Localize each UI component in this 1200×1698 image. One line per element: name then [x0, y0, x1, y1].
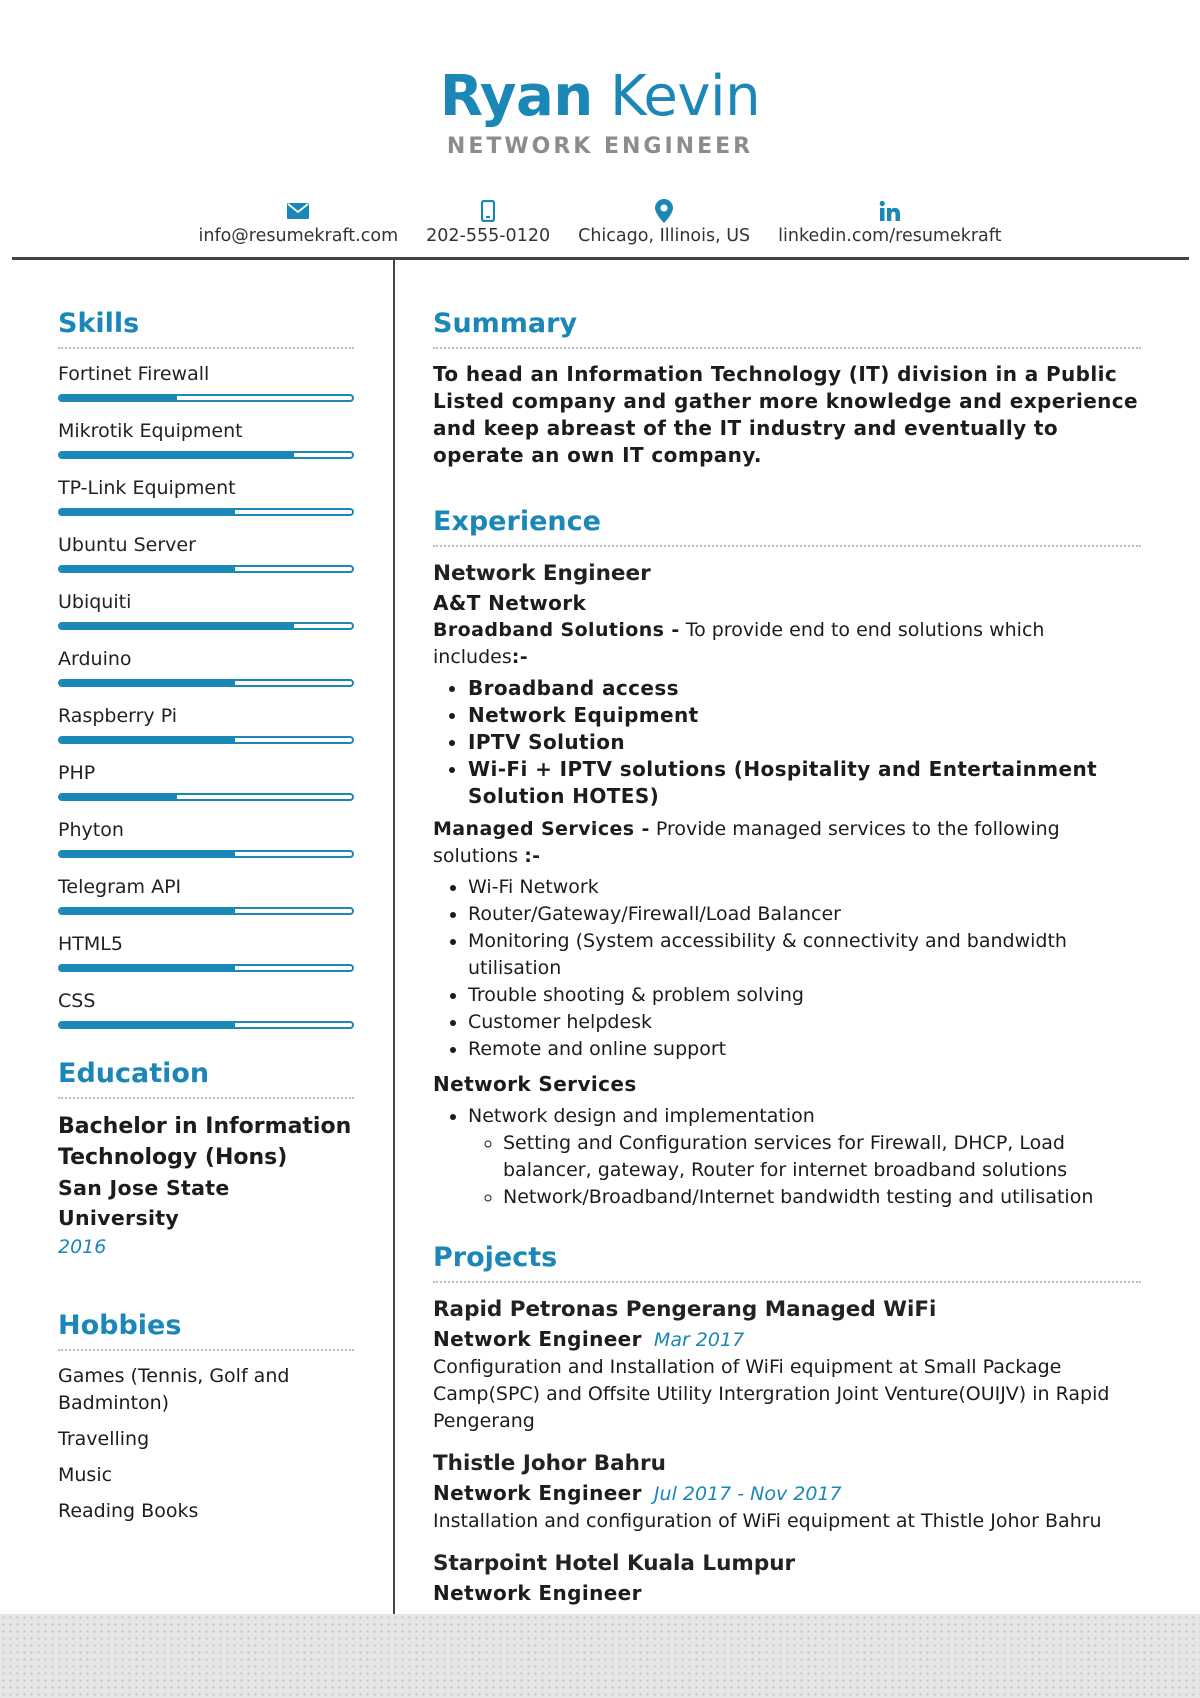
contact-location[interactable] — [578, 198, 750, 246]
contact-email-text: info@resumekraft.com — [198, 226, 399, 246]
contact-phone[interactable] — [426, 198, 550, 246]
skill-name: Phyton — [58, 819, 124, 841]
skill-item — [58, 646, 354, 687]
network-services-label: Network Services — [433, 1072, 637, 1096]
managed-label: Managed Services - — [433, 818, 650, 840]
skill-name: PHP — [58, 762, 96, 784]
section-divider — [58, 1097, 354, 1099]
network-item-text: Network design and implementation — [468, 1105, 815, 1127]
location-pin-icon — [655, 198, 673, 224]
header-divider — [12, 257, 1189, 260]
section-divider — [58, 347, 354, 349]
skill-name: Telegram API — [58, 876, 182, 898]
list-item: • Wi-Fi + IPTV solutions (Hospitality and Entertainment Solution HOTES) — [468, 756, 1141, 810]
skill-level-bar — [58, 964, 354, 972]
contact-bar — [0, 198, 1200, 246]
list-item: • Wi-Fi Network — [468, 874, 1141, 901]
summary-text: To head an Information Technology (IT) division in a Public Listed company and gather more knowledge and experience and keep abreast of the IT industry and eventually to operate an own IT company. — [433, 362, 1139, 467]
skill-level-bar — [58, 679, 354, 687]
candidate-name — [0, 62, 1200, 132]
project-description: Installation and configuration of WiFi equipment at Thistle Johor Bahru — [433, 1510, 1102, 1532]
project-role-text: Network Engineer — [433, 1481, 642, 1505]
hobbies-heading: Hobbies — [58, 1310, 182, 1341]
skill-level-fill — [60, 1023, 235, 1027]
skill-level-bar — [58, 850, 354, 858]
hobby-item: Travelling — [58, 1428, 150, 1450]
network-sublist — [468, 1130, 1141, 1211]
skill-level-fill — [60, 738, 235, 742]
project-date: Jul 2017 - Nov 2017 — [653, 1483, 842, 1505]
projects-heading: Projects — [433, 1242, 558, 1273]
skill-level-fill — [60, 795, 177, 799]
skill-level-bar — [58, 736, 354, 744]
project-description: Configuration and Installation of WiFi equipment at Small Package Camp(SPC) and Offsite Utility Intergration Joint Venture(OUIJV) in Rapid Pengerang — [433, 1356, 1110, 1432]
experience-heading: Experience — [433, 506, 601, 537]
network-services-list — [433, 1103, 1141, 1211]
skill-level-fill — [60, 510, 235, 514]
skill-item — [58, 874, 354, 915]
skill-name: Raspberry Pi — [58, 705, 178, 727]
education-year: 2016 — [58, 1236, 107, 1258]
skill-name: Arduino — [58, 648, 132, 670]
list-item: • Trouble shooting & problem solving — [468, 982, 1141, 1009]
project-role-text: Network Engineer — [433, 1327, 642, 1351]
skill-item — [58, 418, 354, 459]
summary-heading: Summary — [433, 308, 578, 339]
job-title-headline: NETWORK ENGINEER — [446, 134, 754, 159]
experience-section — [433, 503, 1141, 1211]
experience-company: A&T Network — [433, 591, 587, 615]
list-item: • Customer helpdesk — [468, 1009, 1141, 1036]
list-item: • Router/Gateway/Firewall/Load Balancer — [468, 901, 1141, 928]
project-role — [433, 1579, 1141, 1607]
skill-level-bar — [58, 907, 354, 915]
skill-name: Mikrotik Equipment — [58, 420, 243, 442]
skill-level-fill — [60, 396, 177, 400]
skill-name: CSS — [58, 990, 96, 1012]
summary-section — [433, 305, 1141, 469]
skill-item — [58, 817, 354, 858]
list-item: • Network Equipment — [468, 702, 1141, 729]
list-item: ◦ Setting and Configuration services for Firewall, DHCP, Load balancer, gateway, Router for internet broadband solutions — [503, 1130, 1141, 1184]
section-divider — [58, 1349, 354, 1351]
project-role — [433, 1325, 1141, 1354]
project-item — [433, 1549, 1141, 1607]
list-item: • IPTV Solution — [468, 729, 1141, 756]
envelope-icon — [287, 198, 309, 224]
skill-level-fill — [60, 453, 294, 457]
skill-item — [58, 361, 354, 402]
project-date: Mar 2017 — [653, 1329, 745, 1351]
skill-item — [58, 589, 354, 630]
project-item — [433, 1295, 1141, 1435]
contact-linkedin[interactable] — [778, 198, 1001, 246]
hobby-item: Music — [58, 1464, 113, 1486]
section-divider — [433, 1281, 1141, 1283]
section-divider — [433, 545, 1141, 547]
skill-level-bar — [58, 565, 354, 573]
column-divider — [393, 260, 395, 1620]
linkedin-icon — [879, 198, 901, 224]
list-item — [468, 1103, 1141, 1211]
education-school: San Jose State University — [58, 1176, 230, 1230]
right-column — [433, 305, 1141, 1621]
education-degree: Bachelor in Information Technology (Hons) — [58, 1114, 352, 1170]
project-item — [433, 1449, 1141, 1535]
hobby-item: Reading Books — [58, 1500, 199, 1522]
skill-level-bar — [58, 508, 354, 516]
list-item: • Broadband access — [468, 675, 1141, 702]
skill-level-fill — [60, 966, 235, 970]
skill-level-fill — [60, 624, 294, 628]
section-divider — [433, 347, 1141, 349]
skills-section — [58, 305, 354, 1029]
broadband-suffix: :- — [511, 646, 529, 668]
skill-level-fill — [60, 681, 235, 685]
skill-item — [58, 475, 354, 516]
projects-section — [433, 1239, 1141, 1607]
broadband-text: To provide end to end solutions which includes — [433, 619, 1045, 668]
managed-intro — [433, 816, 1141, 870]
contact-linkedin-text: linkedin.com/resumekraft — [778, 226, 1002, 246]
managed-list — [433, 874, 1141, 1063]
project-role — [433, 1479, 1141, 1508]
project-name: Starpoint Hotel Kuala Lumpur — [433, 1551, 796, 1576]
list-item: • Monitoring (System accessibility & connectivity and bandwidth utilisation — [468, 928, 1141, 982]
skills-heading: Skills — [58, 308, 140, 339]
education-heading: Education — [58, 1058, 210, 1089]
skill-name: Ubuntu Server — [58, 534, 196, 556]
skill-name: Ubiquiti — [58, 591, 132, 613]
skill-level-bar — [58, 622, 354, 630]
skill-level-bar — [58, 793, 354, 801]
skills-list — [58, 361, 354, 1029]
managed-suffix: :- — [524, 845, 541, 867]
project-name: Thistle Johor Bahru — [433, 1451, 666, 1476]
hobbies-section — [58, 1307, 354, 1525]
skill-name: TP-Link Equipment — [58, 477, 236, 499]
left-column — [58, 305, 354, 1534]
resume-header — [0, 0, 1200, 262]
first-name: Ryan — [439, 64, 593, 129]
hobby-item: Games (Tennis, Golf and Badminton) — [58, 1365, 290, 1414]
skill-level-bar — [58, 1021, 354, 1029]
managed-text: Provide managed services to the following solutions — [433, 818, 1060, 867]
broadband-list — [433, 675, 1141, 810]
skill-level-fill — [60, 852, 235, 856]
skill-item — [58, 703, 354, 744]
contact-phone-text: 202-555-0120 — [426, 226, 551, 246]
experience-job-title: Network Engineer — [433, 561, 651, 586]
page-cutoff-overlay — [0, 1614, 1200, 1698]
project-name: Rapid Petronas Pengerang Managed WiFi — [433, 1297, 937, 1322]
skill-name: Fortinet Firewall — [58, 363, 210, 385]
broadband-intro — [433, 617, 1141, 671]
list-item: • Remote and online support — [468, 1036, 1141, 1063]
skill-level-bar — [58, 394, 354, 402]
skill-item — [58, 931, 354, 972]
skill-item — [58, 988, 354, 1029]
broadband-label: Broadband Solutions - — [433, 619, 680, 641]
contact-email[interactable] — [198, 198, 398, 246]
skill-level-fill — [60, 567, 235, 571]
skill-level-bar — [58, 451, 354, 459]
phone-icon — [481, 198, 495, 224]
skill-level-fill — [60, 909, 235, 913]
list-item: ◦ Network/Broadband/Internet bandwidth testing and utilisation — [503, 1184, 1141, 1211]
contact-location-text: Chicago, Illinois, US — [578, 226, 751, 246]
skill-item — [58, 532, 354, 573]
education-section — [58, 1055, 354, 1261]
project-role-text: Network Engineer — [433, 1581, 642, 1605]
skill-name: HTML5 — [58, 933, 123, 955]
last-name: Kevin — [610, 64, 761, 129]
skill-item — [58, 760, 354, 801]
